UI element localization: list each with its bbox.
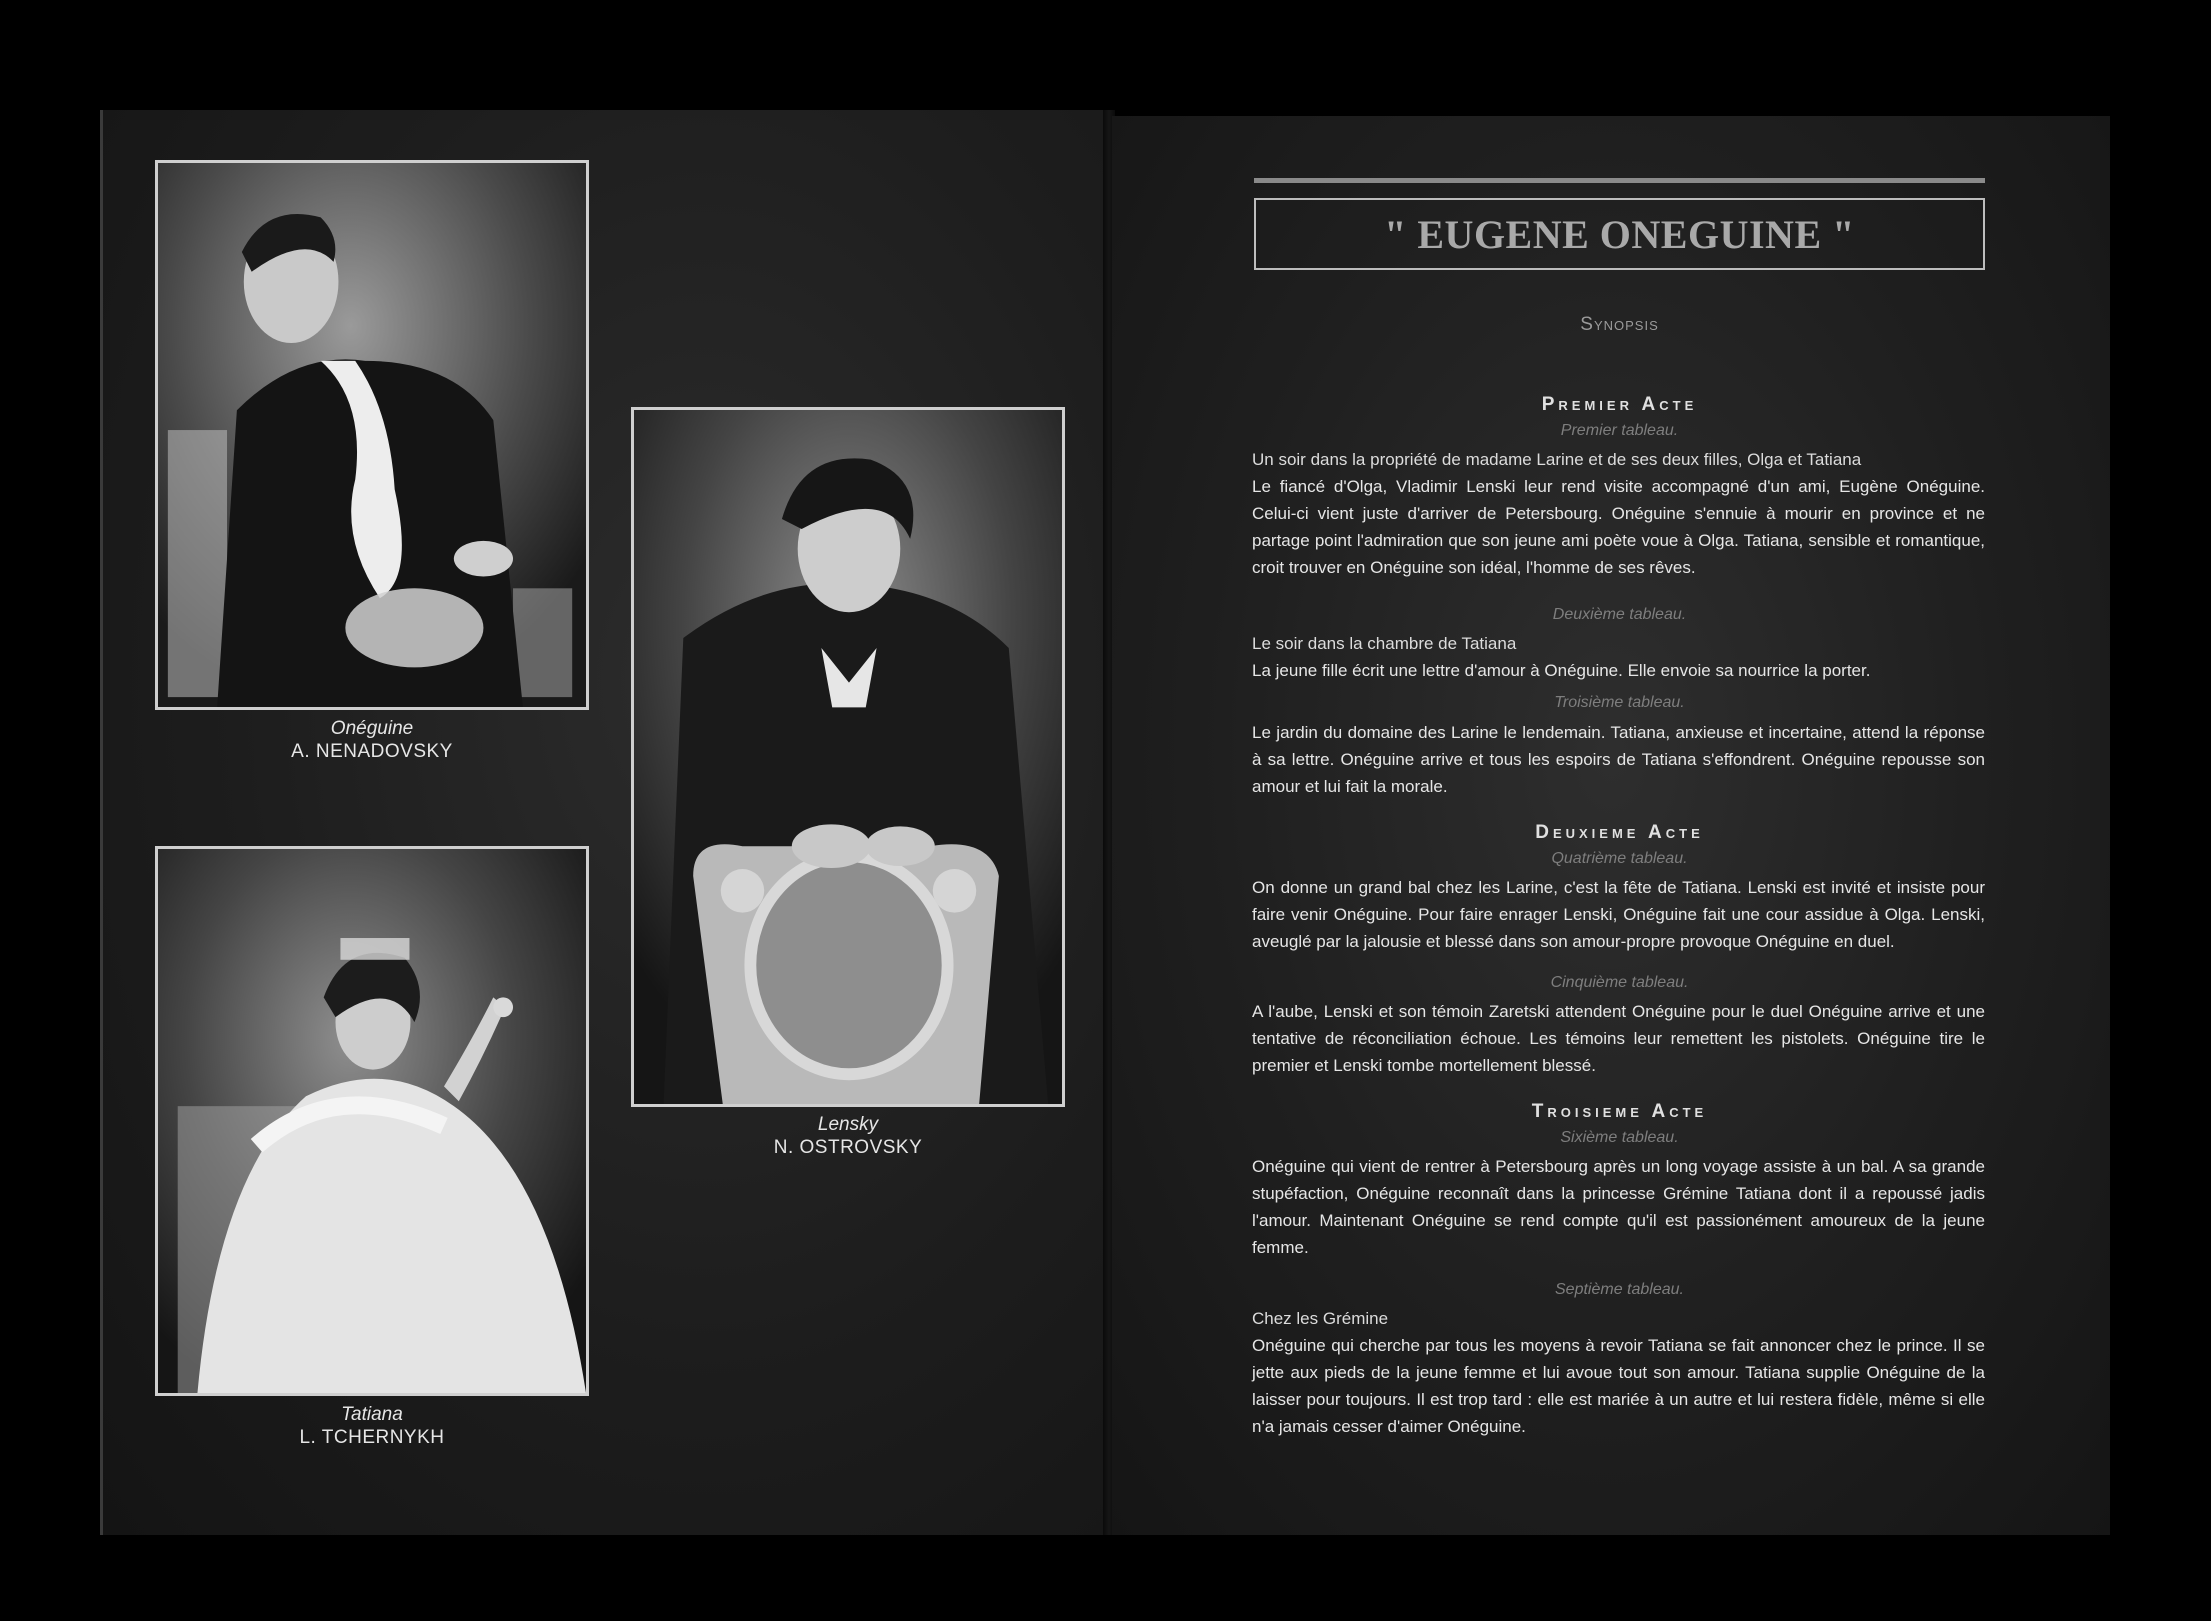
caption-role: Lensky [817, 1114, 879, 1135]
caption-tatiana [155, 1403, 589, 1449]
tableau-body: A l'aube, Lenski et son témoin Zaretski attendent Onéguine pour le duel Onéguine arrive et une tentative de réconciliation échoue. Les témoins leur remettent les pistolets. Onéguine tire le premier et Lenski tombe mortellement blessé. [1252, 1002, 1985, 1075]
tableau-body: La jeune fille écrit une lettre d'amour à Onéguine. Elle envoie sa nourrice la porter. [1252, 661, 1871, 680]
photo-lensky [631, 407, 1065, 1107]
tableau-body: Onéguine qui vient de rentrer à Petersbourg après un long voyage assiste à un bal. A sa grande stupéfaction, Onéguine reconnaît dans la princesse Grémine Tatiana dont il a repoussé jadis l'amour. Maintenant Onéguine se rend compte qu'il est passionément amoureux de la jeune femme. [1252, 1157, 1985, 1257]
tableau-label: Septième tableau. [1555, 1281, 1684, 1298]
tableau-body: Le jardin du domaine des Larine le lendemain. Tatiana, anxieuse et incertaine, attend la réponse à sa lettre. Onéguine arrive et tous les espoirs de Tatiana s'effondrent. Onéguine repousse son amour et lui fait la morale. [1252, 723, 1985, 796]
caption-lensky [631, 1113, 1065, 1159]
caption-role: Tatiana [341, 1404, 403, 1425]
left-page [100, 110, 1106, 1535]
tableau-label: Cinquième tableau. [1550, 974, 1689, 991]
tableau-lead: Le soir dans la chambre de Tatiana [1252, 634, 1517, 653]
caption-actor: N. OSTROVSKY [773, 1137, 923, 1158]
tableau-body: Onéguine qui cherche par tous les moyens à revoir Tatiana se fait annoncer chez le prince. Il se jette aux pieds de la jeune femme et lui avoue tout son amour. Tatiana supplie Onéguine de la laisser pour toujours. Il est trop tard : elle est mariée à un autre et lui restera fidèle, même si elle n'a jamais cesser d'aimer Onéguine. [1252, 1336, 1985, 1436]
tableau-label: Quatrième tableau. [1551, 850, 1688, 867]
tableau-body: On donne un grand bal chez les Larine, c'est la fête de Tatiana. Lenski est invité et insiste pour faire venir Onéguine. Pour faire enrager Lenski, Onéguine fait une cour assidue à Olga. Lenski, aveuglé par la jalousie et blessé dans son amour-propre provoque Onéguine en duel. [1252, 878, 1985, 951]
synopsis-heading: Synopsis [1580, 314, 1659, 335]
tableau-lead: Chez les Grémine [1252, 1309, 1389, 1328]
booklet-spread [100, 110, 2110, 1535]
tableau-text [1252, 630, 1985, 684]
photo-tatiana [155, 846, 589, 1396]
act-title: Deuxieme Acte [1535, 822, 1704, 843]
act-title: Premier Acte [1541, 394, 1698, 415]
tableau-body: Le fiancé d'Olga, Vladimir Lenski leur rend visite accompagné d'un ami, Eugène Onéguine. Celui-ci vient juste d'arriver de Petersbourg. Onéguine s'ennuie à mourir en province et ne partage point l'admiration que son jeune ami poète voue à Olga. Tatiana, sensible et romantique, croit trouver en Onéguine son idéal, l'homme de ses rêves. [1252, 477, 1985, 577]
tableau-label: Troisième tableau. [1554, 694, 1685, 711]
tableau-text [1252, 998, 1985, 1079]
tableau-text [1252, 719, 1985, 800]
tableau-text [1252, 1153, 1985, 1261]
caption-role: Onéguine [330, 718, 414, 739]
tableau-text [1252, 446, 1985, 581]
caption-oneguine [155, 717, 589, 763]
right-page [1112, 116, 2110, 1535]
tableau-lead: Un soir dans la propriété de madame Larine et de ses deux filles, Olga et Tatiana [1252, 450, 1862, 469]
caption-actor: A. NENADOVSKY [291, 741, 453, 762]
tableau-text [1252, 874, 1985, 955]
tableau-text [1252, 1305, 1985, 1440]
act-title: Troisieme Acte [1531, 1101, 1708, 1122]
page-title: " EUGENE ONEGUINE " [1384, 211, 1855, 257]
caption-actor: L. TCHERNYKH [299, 1427, 445, 1448]
tableau-label: Deuxième tableau. [1552, 606, 1687, 623]
title-box [1254, 198, 1985, 270]
tableau-label: Sixième tableau. [1560, 1129, 1679, 1146]
photo-oneguine [155, 160, 589, 710]
title-rule [1254, 178, 1985, 183]
tableau-label: Premier tableau. [1560, 422, 1679, 439]
